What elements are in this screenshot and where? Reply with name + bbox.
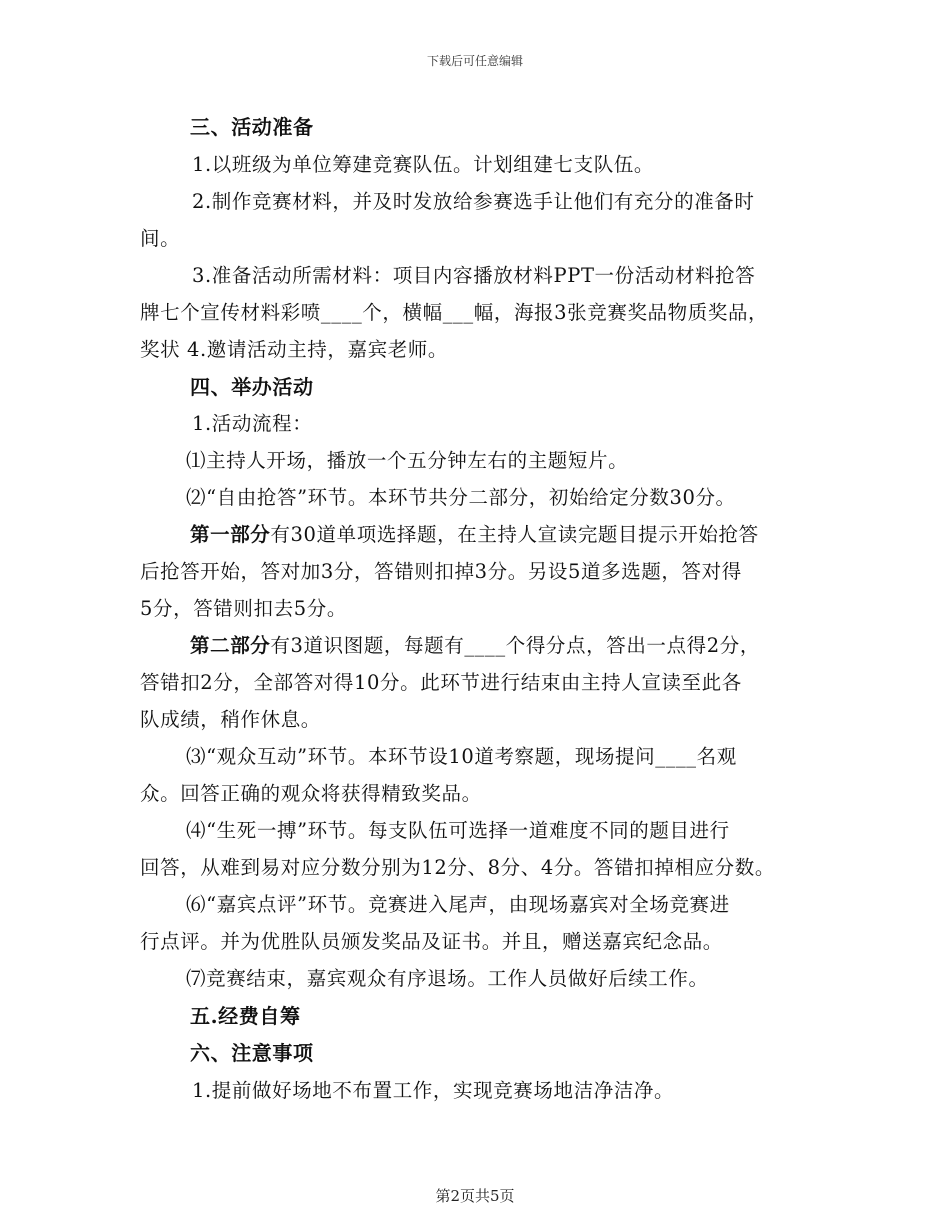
list-item: ⑷“生死一搏”环节。每支队伍可选择一道难度不同的题目进行 — [186, 819, 730, 842]
paragraph-line: 3.准备活动所需材料：项目内容播放材料PPT一份活动材料抢答 — [192, 264, 756, 287]
list-item: ⑵“自由抢答”环节。本环节共分二部分，初始给定分数30分。 — [186, 486, 736, 509]
paragraph-line: 5分，答错则扣去5分。 — [140, 597, 347, 620]
paragraph-line: 2.制作竞赛材料，并及时发放给参赛选手让他们有充分的准备时 — [192, 190, 755, 213]
section-heading-notes: 六、注意事项 — [190, 1041, 314, 1065]
paragraph-line — [190, 633, 760, 659]
section-heading-activity: 四、举办活动 — [190, 375, 314, 399]
part-two-label: 第二部分 — [190, 634, 271, 657]
paragraph-line: 1.提前做好场地不布置工作，实现竞赛场地洁净洁净。 — [192, 1079, 675, 1102]
paragraph-line: 回答，从难到易对应分数分别为12分、8分、4分。答错扣掉相应分数。 — [140, 856, 775, 879]
paragraph-line: 后抢答开始，答对加3分，答错则扣掉3分。另设5道多选题，答对得 — [140, 560, 742, 583]
list-item: ⑹“嘉宾点评”环节。竞赛进入尾声，由现场嘉宾对全场竞赛进 — [186, 893, 730, 916]
paragraph-line: 间。 — [140, 227, 181, 250]
paragraph-line: 1.以班级为单位筹建竞赛队伍。计划组建七支队伍。 — [192, 153, 655, 176]
part-one-label: 第一部分 — [190, 523, 271, 546]
paragraph-line: 众。回答正确的观众将获得精致奖品。 — [140, 782, 482, 805]
list-item: ⑶“观众互动”环节。本环节设10道考察题，现场提问____名观 — [186, 745, 737, 768]
paragraph-line: 牌七个宣传材料彩喷____个，横幅___幅，海报3张竞赛奖品物质奖品， — [140, 301, 769, 324]
page-header: 下载后可任意编辑 — [426, 54, 523, 68]
list-item: ⑺竞赛结束，嘉宾观众有序退场。工作人员做好后续工作。 — [186, 967, 709, 990]
paragraph-line: 1.活动流程： — [192, 412, 313, 435]
part-one-text: 有30道单项选择题，在主持人宣读完题目提示开始抢答 — [270, 523, 759, 546]
paragraph-line: 奖状 4.邀请活动主持，嘉宾老师。 — [140, 338, 449, 361]
page-footer: 第2页共5页 — [435, 1187, 515, 1205]
paragraph-line: 答错扣2分，全部答对得10分。此环节进行结束由主持人宣读至此各 — [140, 671, 742, 694]
paragraph-line: 队成绩，稍作休息。 — [140, 708, 321, 731]
paragraph-line: 行点评。并为优胜队员颁发奖品及证书。并且，赠送嘉宾纪念品。 — [140, 930, 723, 953]
paragraph-line — [190, 522, 759, 548]
section-heading-funding: 五.经费自筹 — [190, 1004, 301, 1028]
part-two-text: 有3道识图题，每题有____个得分点，答出一点得2分， — [270, 634, 760, 657]
section-heading-preparation: 三、活动准备 — [190, 115, 314, 139]
list-item: ⑴主持人开场，播放一个五分钟左右的主题短片。 — [186, 449, 629, 472]
